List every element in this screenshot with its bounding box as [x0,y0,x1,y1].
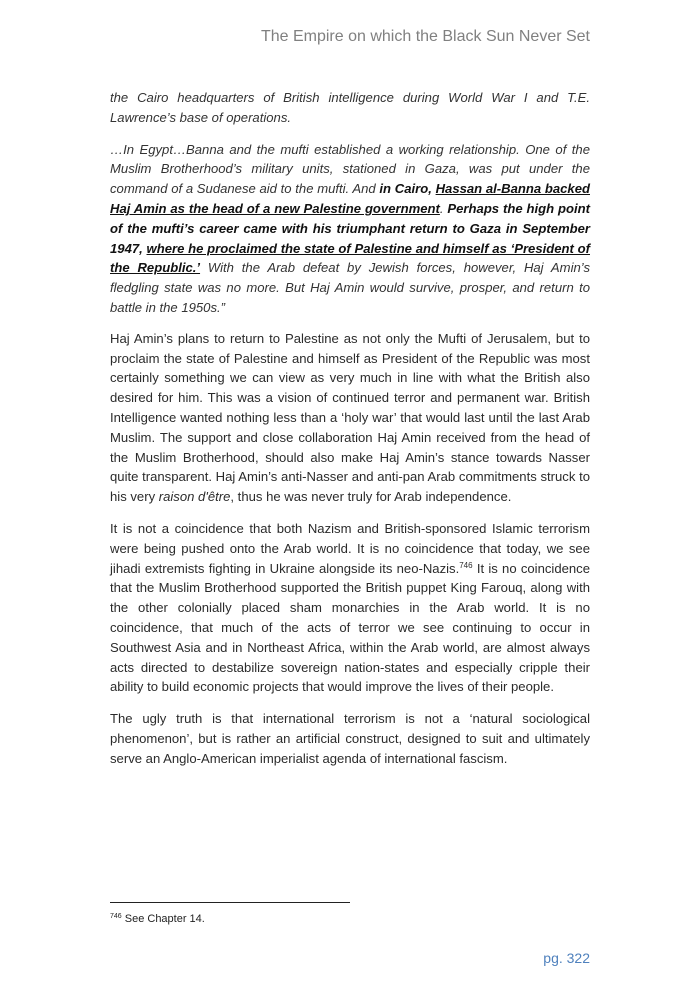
footnote-text: See Chapter 14. [121,913,205,925]
quote-bold-sentence: Perhaps the high point of the mufti’s career came with his triumphant return to Gaza in September 1947, [110,200,591,256]
quote-bold-phrase: in Cairo, [379,181,436,197]
paragraph-text: It is not a coincidence that both Nazism and British-sponsored Islamic terrorism were being pushed onto the Arab world. It is no coincidence that today, we see jihadi extremists fighting in Ukraine alongside its neo-Nazis. [110,520,590,576]
quote-period: . [439,200,448,216]
footnote-divider [110,902,350,903]
quote-underlined-proclamation: where he proclaimed the state of Palestine and himself as ‘President of the Republic.’ [110,240,590,276]
paragraph-haj-amin-plans [110,329,590,507]
footnote [110,913,205,925]
paragraph-ugly-truth: The ugly truth is that international terrorism is not a ‘natural sociological phenomenon’, but is rather an artificial construct, designed to suit and ultimately serve an Anglo-American imperialist agenda of international fascism. [110,711,590,766]
page-body [110,88,590,781]
page-number: pg. 322 [543,950,590,966]
quote-intro: …In Egypt…Banna and the mufti established a working relationship. One of the Muslim Brotherhood’s military units, stationed in Gaza, was put under the command of a Sudanese aid to the mufti. And [110,141,590,197]
paragraph-text: Haj Amin’s plans to return to Palestine as not only the Mufti of Jerusalem, but to proclaim the state of Palestine and himself as President of the Republic was most certainly something we can view as very much in line with what the British also desired for him. This was a vision of continued terror and permanent war. British Intelligence wanted nothing less than a ‘holy war’ that would last until the last Arab Muslim. The support and close collaboration Haj Amin received from the head of the Muslim Brotherhood, should also make Haj Amin’s stance towards Nasser quite transparent. Haj Amin’s anti-Nasser and anti-pan Arab commitments struck to his very [110,330,590,505]
paragraph-no-coincidence [110,519,590,697]
footnote-reference[interactable]: 746 [459,560,473,570]
block-quote [110,140,590,318]
running-header: The Empire on which the Black Sun Never Set [260,28,590,45]
footnote-number: 746 [110,913,122,920]
quote-underlined-phrase: Hassan al-Banna backed Haj Amin as the head of a new Palestine government [110,181,590,216]
quote-continuation: the Cairo headquarters of British intelligence during World War I and T.E. Lawrence’s base of operations. [110,90,590,125]
italic-phrase: raison d'être [158,489,231,505]
paragraph-text: It is no coincidence that the Muslim Brotherhood supported the British puppet King Farouq, along with the other colonially placed sham monarchies in the Arab world. It is no coincidence, that much of the acts of terror we see continuing to occur in Southwest Asia and in Northeast Africa, within the Arab world, are almost always acts directed to destabilize sovereign nation-states and especially cripple their ability to build economic projects that would improve the lives of their people. [110,560,591,695]
quote-tail: With the Arab defeat by Jewish forces, however, Haj Amin’s fledgling state was no more. But Haj Amin would survive, prosper, and return to battle in the 1950s.” [110,260,590,315]
paragraph-text: , thus he was never truly for Arab independence. [230,489,512,505]
